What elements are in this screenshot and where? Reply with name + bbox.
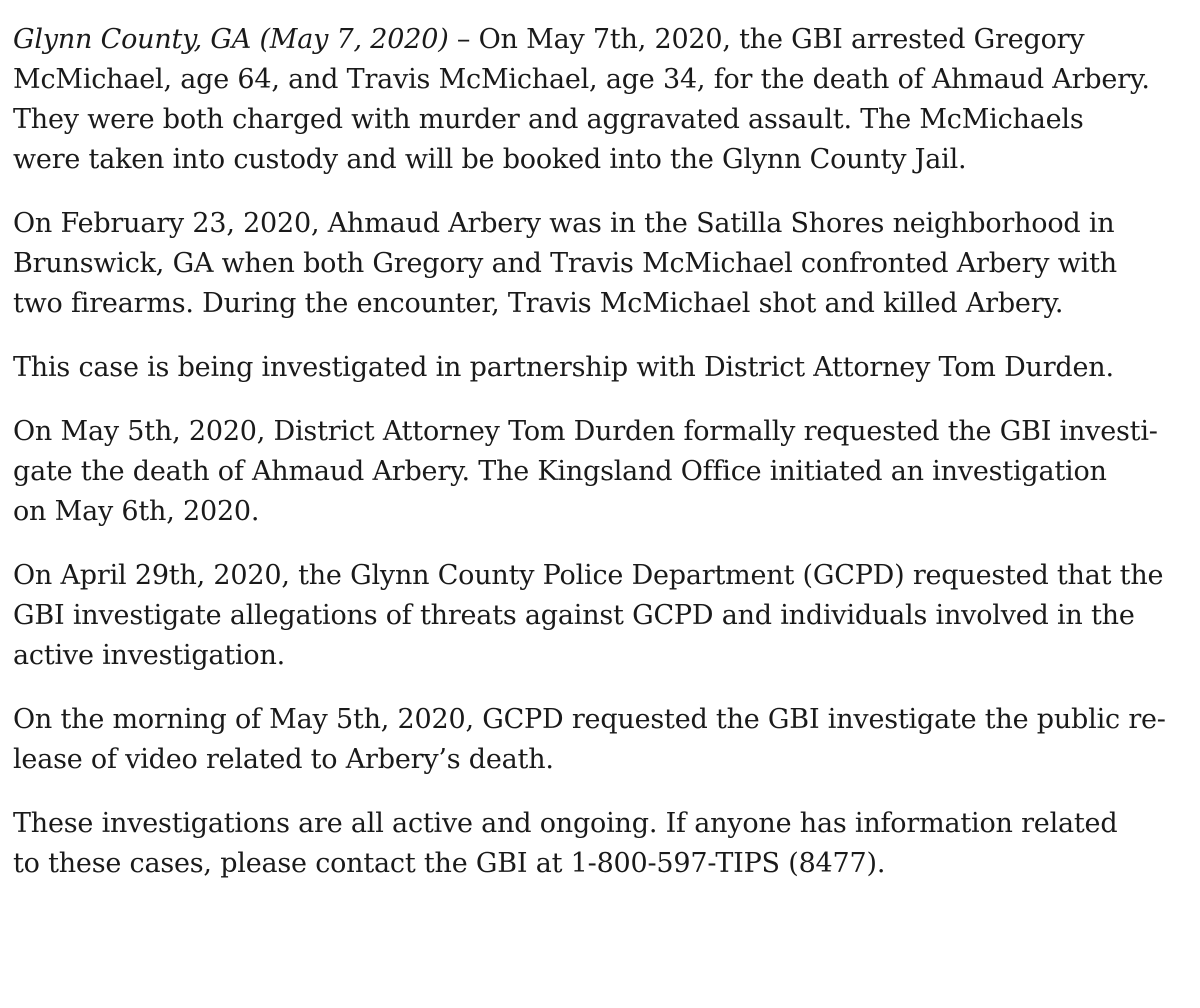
paragraph-line: On May 5th, 2020, District Attorney Tom Durden formally requested the GBI investi- bbox=[13, 416, 1158, 447]
paragraph-line-text: – On May 7th, 2020, the GBI arrested Gregory bbox=[448, 24, 1085, 55]
paragraph-line: active investigation. bbox=[13, 640, 286, 671]
paragraph-line: This case is being investigated in partnership with District Attorney Tom Durden. bbox=[13, 352, 1114, 383]
paragraph-line: gate the death of Ahmaud Arbery. The Kingsland Office initiated an investigation bbox=[13, 456, 1107, 487]
paragraph-line: On the morning of May 5th, 2020, GCPD requested the GBI investigate the public re- bbox=[13, 704, 1166, 735]
paragraph-line: GBI investigate allegations of threats against GCPD and individuals involved in the bbox=[13, 600, 1135, 631]
paragraph-line: to these cases, please contact the GBI at 1-800-597-TIPS (8477). bbox=[13, 848, 886, 879]
paragraph-line: McMichael, age 64, and Travis McMichael, age 34, for the death of Ahmaud Arbery. bbox=[13, 64, 1150, 95]
paragraph-line: These investigations are all active and ongoing. If anyone has information related bbox=[13, 808, 1118, 839]
paragraph-line: two firearms. During the encounter, Travis McMichael shot and killed Arbery. bbox=[13, 288, 1064, 319]
paragraph-da-request bbox=[13, 412, 1193, 532]
paragraph-video-release bbox=[13, 700, 1193, 780]
dateline: Glynn County, GA (May 7, 2020) bbox=[13, 24, 449, 55]
paragraph-gcpd-threats bbox=[13, 556, 1193, 676]
press-release-body bbox=[13, 20, 1193, 908]
paragraph-line: on May 6th, 2020. bbox=[13, 496, 260, 527]
paragraph-line: They were both charged with murder and aggravated assault. The McMichaels bbox=[13, 104, 1084, 135]
paragraph-line bbox=[13, 20, 1193, 60]
paragraph-line: On February 23, 2020, Ahmaud Arbery was in the Satilla Shores neighborhood in bbox=[13, 208, 1115, 239]
paragraph-line: On April 29th, 2020, the Glynn County Police Department (GCPD) requested that the bbox=[13, 560, 1164, 591]
paragraph-partnership bbox=[13, 348, 1193, 388]
paragraph-contact bbox=[13, 804, 1193, 884]
paragraph-line: lease of video related to Arbery’s death. bbox=[13, 744, 554, 775]
paragraph-line: were taken into custody and will be booked into the Glynn County Jail. bbox=[13, 144, 967, 175]
paragraph-arrest bbox=[13, 20, 1193, 180]
paragraph-incident bbox=[13, 204, 1193, 324]
paragraph-line: Brunswick, GA when both Gregory and Travis McMichael confronted Arbery with bbox=[13, 248, 1117, 279]
